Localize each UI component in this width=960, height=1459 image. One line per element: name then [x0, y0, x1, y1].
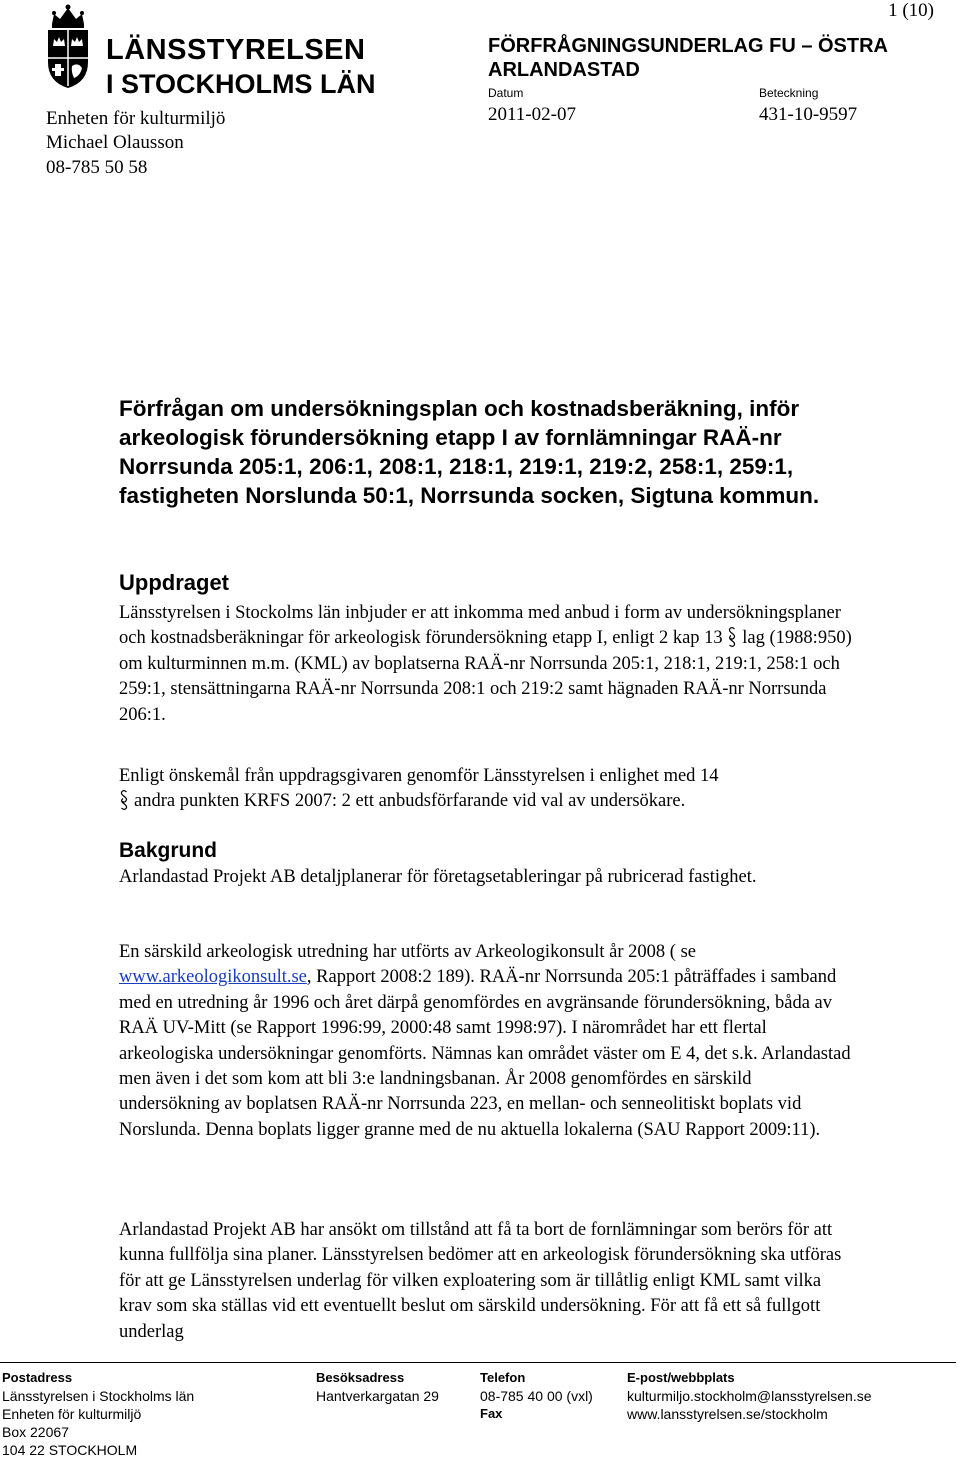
footer-fax-label: Fax: [480, 1406, 503, 1421]
paragraph-text: , Rapport 2008:2 189). RAÄ-nr Norrsunda 205:1 påträffades i samband med en utredning år 1996 och året därpå genomfördes en avgränsande förundersökning, båda av RAÄ UV-Mitt (se Rapport 1996:99, 2000:48 samt 1998:97). I närområdet har ett flertal arkeologiska undersökningar genomförts. Nämnas kan området väster om E 4, det s.k. Arlandastad men även i det som kom att bli 3:e landningsbanan. År 2008 genomfördes en särskild undersökning av boplatsen RAÄ-nr Norrsunda 223, en mellan- och senneolitiskt boplats vid Norslunda. Denna boplats ligger granne med de nu aktuella lokalerna (SAU Rapport 2009:11).: [119, 967, 851, 1140]
sender-unit: Enheten för kulturmiljö: [46, 108, 226, 129]
reference-label: Beteckning: [759, 86, 819, 100]
footer-postal-line: 104 22 STOCKHOLM: [2, 1442, 138, 1458]
footer-contact: [627, 1369, 872, 1423]
page-number: 1 (10): [888, 0, 934, 21]
paragraph-text: lag (1988:950) om kulturminnen m.m. (KML) av boplatserna RAÄ-nr Norrsunda 205:1, 218:1, 219:1, 258:1 och 259:1, stensättningarna RAÄ-nr Norrsunda 208:1 och 219:2 samt hägnaden RAÄ-nr Norrsunda 206:1.: [119, 628, 852, 725]
footer-postal-address: [2, 1369, 194, 1459]
footer-email[interactable]: kulturmiljo.stockholm@lansstyrelsen.se: [627, 1388, 872, 1404]
paragraph-section-icon: [727, 626, 737, 648]
paragraph-text: En särskild arkeologisk utredning har utförts av Arkeologikonsult år 2008 ( se: [119, 942, 696, 962]
footer-visiting-line: Hantverkargatan 29: [316, 1388, 439, 1404]
paragraph-section-icon: [119, 789, 129, 811]
paragraph-application: Arlandastad Projekt AB har ansökt om tillstånd att få ta bort de fornlämningar som berörs för att kunna fullfölja sina planer. Länsstyrelsen bedömer att en arkeologisk förundersökning ska utföras för att ge Länsstyrelsen underlag för vilken exploatering som är tillåtlig enligt KML samt vilka krav som ska ställas vid ett eventuellt beslut om särskild undersökning. För att få ett så fullgott underlag: [119, 1220, 842, 1342]
paragraph-text: andra punkten KRFS 2007: 2 ett anbudsförfarande vid val av undersökare.: [134, 791, 686, 812]
reference-value: 431-10-9597: [759, 104, 858, 125]
document-title: FÖRFRÅGNINGSUNDERLAG FU – ÖSTRA ARLANDASTAD: [488, 35, 888, 81]
footer-website[interactable]: www.lansstyrelsen.se/stockholm: [627, 1406, 828, 1422]
date-value: 2011-02-07: [488, 104, 576, 125]
coat-of-arms-icon: [44, 2, 92, 90]
letter-subject: Förfrågan om undersökningsplan och kostnadsberäkning, inför arkeologisk förundersökning etapp I av fornlämningar RAÄ-nr Norrsunda 205:1, 206:1, 208:1, 218:1, 219:1, 219:2, 258:1, 259:1, fastigheten Norslunda 50:1, Norrsunda socken, Sigtuna kommun.: [119, 396, 820, 508]
footer-label: Postadress: [2, 1370, 73, 1385]
paragraph-background: Arlandastad Projekt AB detaljplanerar för företagsetableringar på rubricerad fastighet.: [119, 867, 757, 887]
arkeologikonsult-link[interactable]: www.arkeologikonsult.se: [119, 967, 307, 988]
paragraph-previous-surveys: [119, 940, 854, 1143]
footer-divider: [0, 1362, 956, 1363]
footer-label: Telefon: [480, 1370, 526, 1385]
paragraph-text: Enligt önskemål från uppdragsgivaren genomför Länsstyrelsen i enlighet med 14: [119, 766, 719, 786]
date-label: Datum: [488, 86, 524, 100]
org-name-line1: LÄNSSTYRELSEN: [106, 34, 366, 66]
footer-postal-line: Box 22067: [2, 1424, 69, 1440]
section-heading-uppdraget: Uppdraget: [119, 570, 229, 595]
letterhead-logo: [44, 2, 376, 112]
footer-label: Besöksadress: [316, 1370, 405, 1385]
paragraph-procurement: [119, 764, 854, 815]
footer-postal-line: Länsstyrelsen i Stockholms län: [2, 1388, 195, 1404]
org-name-line2: I STOCKHOLMS LÄN: [106, 69, 376, 99]
sender-phone: 08-785 50 58: [46, 157, 148, 178]
section-heading-bakgrund: Bakgrund: [119, 839, 218, 862]
footer-phone: [480, 1369, 593, 1423]
paragraph-assignment: [119, 601, 854, 728]
footer-phone-number: 08-785 40 00 (vxl): [480, 1388, 593, 1404]
footer-postal-line: Enheten för kulturmiljö: [2, 1406, 142, 1422]
sender-name: Michael Olausson: [46, 132, 184, 153]
footer-label: E-post/webbplats: [627, 1370, 735, 1385]
footer-visiting-address: [316, 1369, 439, 1405]
paragraph-text: Länsstyrelsen i Stockolms län inbjuder er att inkomma med anbud i form av undersökningsplaner och kostnadsberäkningar för arkeologisk förundersökning etapp I, enligt 2 kap 13: [119, 603, 841, 649]
